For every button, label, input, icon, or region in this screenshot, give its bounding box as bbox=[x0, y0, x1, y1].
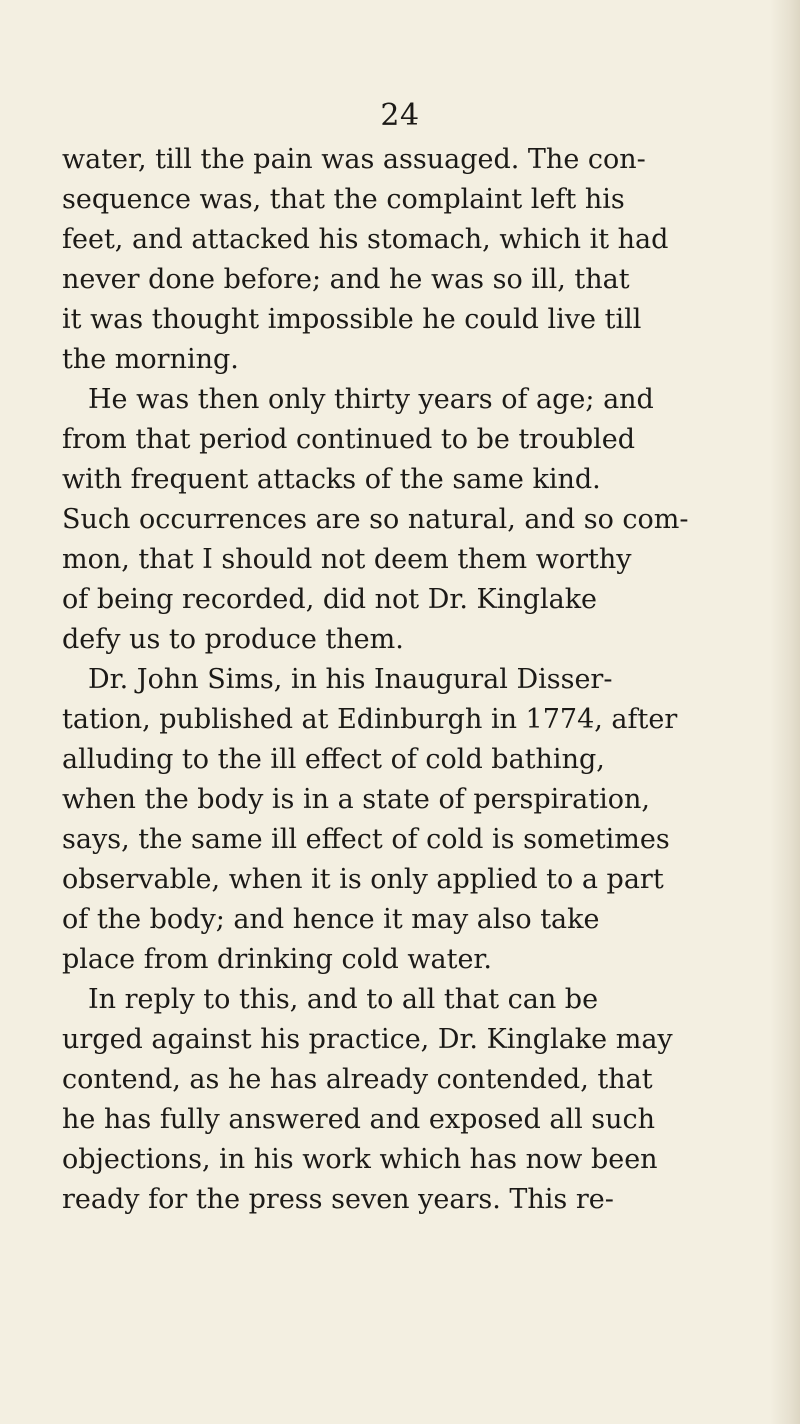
text-line: objections, in his work which has now been bbox=[62, 1144, 658, 1175]
text-line: Dr. John Sims, in his Inaugural Disser- bbox=[88, 664, 613, 695]
text-line: the morning. bbox=[62, 344, 239, 375]
text-line: with frequent attacks of the same kind. bbox=[62, 464, 601, 495]
text-line: contend, as he has already contended, that bbox=[62, 1064, 653, 1095]
text-line: defy us to produce them. bbox=[62, 624, 404, 655]
text-line: tation, published at Edinburgh in 1774, after bbox=[62, 704, 678, 735]
text-line: feet, and attacked his stomach, which it had bbox=[62, 224, 669, 255]
text-line: from that period continued to be troubled bbox=[62, 424, 636, 455]
text-line: of being recorded, did not Dr. Kinglake bbox=[62, 584, 598, 615]
page-number: 24 bbox=[380, 98, 420, 133]
text-line: urged against his practice, Dr. Kinglake may bbox=[62, 1024, 673, 1055]
text-line: alluding to the ill effect of cold bathing, bbox=[62, 744, 605, 775]
text-line: water, till the pain was assuaged. The con- bbox=[62, 144, 646, 175]
text-line: In reply to this, and to all that can be bbox=[88, 984, 599, 1015]
text-line: never done before; and he was so ill, that bbox=[62, 264, 630, 295]
text-line: mon, that I should not deem them worthy bbox=[62, 544, 632, 575]
text-line: when the body is in a state of perspiration, bbox=[62, 784, 650, 815]
text-line: ready for the press seven years. This re- bbox=[62, 1184, 614, 1215]
text-line: of the body; and hence it may also take bbox=[62, 904, 600, 935]
text-line: it was thought impossible he could live till bbox=[62, 304, 642, 335]
text-line: Such occurrences are so natural, and so com- bbox=[62, 504, 689, 535]
text-line: He was then only thirty years of age; and bbox=[88, 384, 654, 415]
text-line: sequence was, that the complaint left his bbox=[62, 184, 625, 215]
text-line: says, the same ill effect of cold is sometimes bbox=[62, 824, 670, 855]
text-line: place from drinking cold water. bbox=[62, 944, 492, 975]
text-line: he has fully answered and exposed all such bbox=[62, 1104, 656, 1135]
text-line: observable, when it is only applied to a part bbox=[62, 864, 664, 895]
